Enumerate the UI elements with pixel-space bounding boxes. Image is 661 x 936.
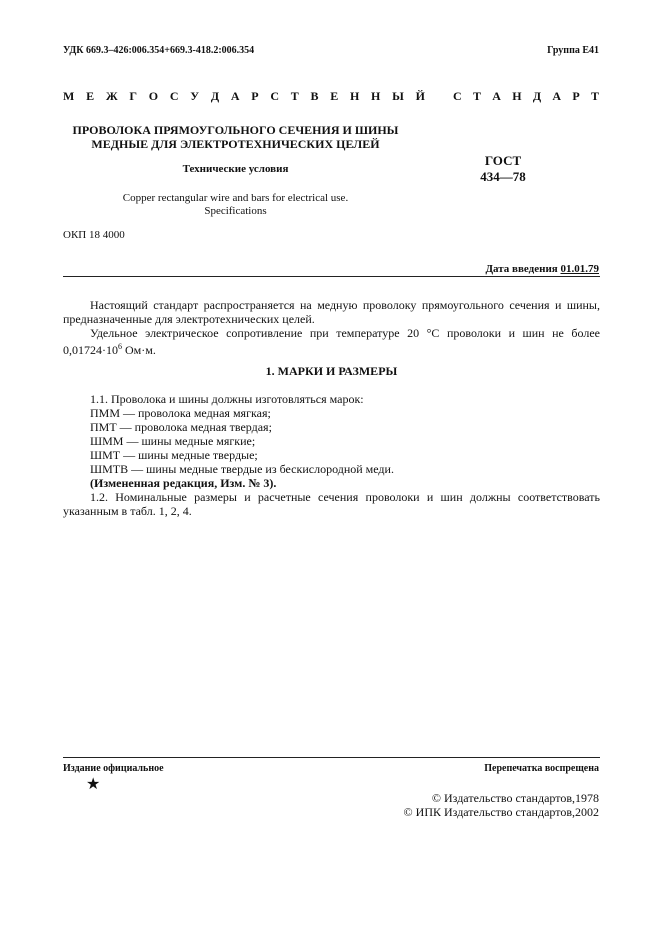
english-title-line-2: Specifications [204, 205, 267, 217]
okp-code: ОКП 18 4000 [63, 229, 125, 241]
banner-letter: Т [472, 89, 481, 103]
marks-list [63, 406, 600, 490]
banner-letter: Р [572, 89, 580, 103]
banner-letter: А [492, 89, 501, 103]
banner-letter: Ы [392, 89, 404, 103]
section-1-heading: 1. МАРКИ И РАЗМЕРЫ [265, 364, 398, 378]
mark-item: ШММ — шины медные мягкие; [90, 434, 256, 448]
banner-word-standard [453, 89, 599, 104]
banner-letter: С [270, 89, 279, 103]
mark-item: ШМТВ — шины медные твердые из бескислородной меди. [90, 462, 394, 476]
resistivity-unit: Ом·м. [122, 343, 156, 357]
banner-letter: Т [290, 89, 299, 103]
clause-1-1: 1.1. Проволока и шины должны изготовляться марок: [90, 392, 364, 406]
resistivity-exponent: 6 [118, 342, 122, 351]
banner-letter: О [148, 89, 159, 103]
banner-letter: Н [512, 89, 522, 103]
divider-top [63, 276, 600, 277]
intro-paragraph-2 [63, 326, 600, 357]
copyright-1978: © Издательство стандартов,1978 [431, 791, 599, 805]
copyright-block [404, 791, 599, 819]
intro-text [63, 298, 600, 357]
english-title [63, 192, 408, 218]
banner-letter: А [552, 89, 562, 103]
banner-letter: Д [532, 89, 542, 103]
banner-letter: Р [251, 89, 259, 103]
group-code: Группа Е41 [547, 45, 599, 56]
banner-letter: Н [349, 89, 360, 103]
banner-letter: М [63, 89, 75, 103]
standard-banner [63, 89, 599, 104]
banner-letter: Д [210, 89, 220, 103]
section-1-body [63, 392, 600, 518]
gost-label: ГОСТ [484, 153, 522, 168]
title-line-2: МЕДНЫЕ ДЛЯ ЭЛЕКТРОТЕХНИЧЕСКИХ ЦЕЛЕЙ [91, 137, 380, 151]
banner-letter: Н [371, 89, 381, 103]
banner-letter: Т [590, 89, 599, 103]
star-icon: ★ [86, 776, 101, 793]
banner-letter: Е [330, 89, 339, 103]
banner-word-interstate [63, 89, 425, 104]
divider-bottom [63, 757, 600, 758]
resistivity-text: Удельное электрическое сопротивление при температуре 20 °С проволоки и шин не более 0,01724·10 [63, 326, 600, 357]
mark-item: ПМТ — проволока медная твердая; [90, 420, 272, 434]
document-title [63, 123, 408, 151]
mark-item: ШМТ — шины медные твердые; [90, 448, 258, 462]
banner-letter: У [190, 89, 200, 103]
banner-letter: А [230, 89, 240, 103]
edition-note: (Измененная редакция, Изм. № 3). [90, 476, 277, 490]
clause-1-2: 1.2. Номинальные размеры и расчетные сечения проволоки и шин должны соответствовать указанным в табл. 1, 2, 4. [63, 490, 600, 518]
date-introduction-label: Дата введения [485, 263, 558, 275]
official-edition: Издание официальное [63, 763, 164, 774]
intro-paragraph-1: Настоящий стандарт распространяется на медную проволоку прямоугольного сечения и шины, предназначенные для электротехнических целей. [63, 298, 600, 326]
banner-letter: Ж [105, 89, 118, 103]
gost-number: 434—78 [480, 169, 526, 184]
reprint-prohibited: Перепечатка воспрещена [484, 763, 599, 774]
date-introduction-value: 01.01.79 [560, 263, 599, 275]
title-line-1: ПРОВОЛОКА ПРЯМОУГОЛЬНОГО СЕЧЕНИЯ И ШИНЫ [72, 123, 399, 137]
banner-letter: Г [129, 89, 138, 103]
english-title-line-1: Copper rectangular wire and bars for electrical use. [122, 192, 349, 204]
mark-item: ПММ — проволока медная мягкая; [90, 406, 271, 420]
udk-code: УДК 669.3–426:006.354+669.3-418.2:006.354 [63, 45, 255, 56]
date-introduction [485, 263, 599, 275]
banner-letter: Й [415, 89, 425, 103]
gost-designation [470, 153, 536, 185]
banner-letter: С [453, 89, 462, 103]
banner-letter: С [169, 89, 179, 103]
banner-letter: Е [86, 89, 95, 103]
copyright-2002: © ИПК Издательство стандартов,2002 [403, 805, 599, 819]
banner-letter: В [310, 89, 319, 103]
subtitle: Технические условия [182, 163, 289, 175]
